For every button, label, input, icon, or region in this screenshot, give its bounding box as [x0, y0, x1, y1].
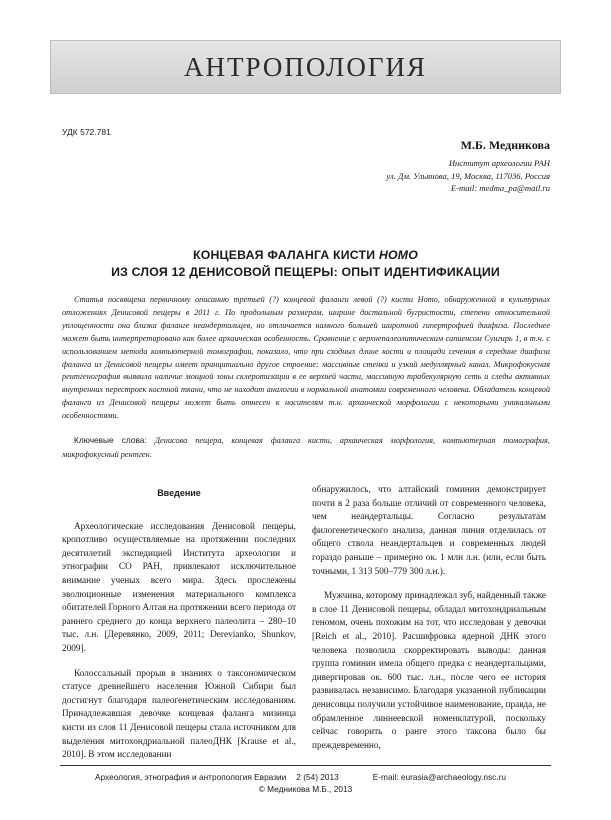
section-banner	[50, 40, 561, 94]
footer-copyright: © Медникова М.Б., 2013	[258, 784, 353, 794]
keywords	[62, 434, 550, 462]
section-heading-intro: Введение	[157, 488, 201, 498]
paragraph: Колоссальный прорыв в знаниях о таксономическом статусе древнейшего населения Южной Сибири был достигнут благодаря палеогенетическим исследованиям. Принадлежавшая девочке концевая фаланга мизинца кисти из слоя 11 Денисовой пещеры стала источником для выделения митохондриальной палеоДНК [Krause et al., 2010]. В этом исследовании	[62, 668, 296, 761]
title-line-1	[60, 247, 551, 264]
author-block	[250, 138, 550, 195]
footer-journal-name: Археология, этнография и антропология Евразии	[95, 772, 287, 782]
author-email[interactable]: E-mail: medma_pa@mail.ru	[450, 183, 550, 193]
paragraph: Археологические исследования Денисовой пещеры, кропотливо осуществляемые на протяжении последних десятилетий экспедицией Института археологии и этнографии СО РАН, привлекают исключительное внимание ученых всего мира. Здесь прослежены эволюционные изменения материального комплекса обитателей Горного Алтая на протяжении всего периода от раннего среднего до конца верхнего палеолита – 280–10 тыс. л.н. [Деревянко, 2009, 2011; Derevianko, Shunkov, 2009].	[62, 521, 296, 654]
column-right	[312, 484, 546, 753]
abstract: Статья посвящена первичному описанию третьей (?) концевой фаланги левой (?) кисти Homo, обнаруженной в культурных отложениях Денисовой пещеры в 2011 г. По продольным размерам, ширине дистальной бугристости, степени относительной уплощенности она близка фаланге неандертальцев, но отличается намного большей широтной гипертрофией диафиза. Последнее может быть интерпретировано как более архаическая особенность. Сравнение с верхнепалеолитическим сапиенсом Сунгирь 1, в т.ч. с использованием метода компьютерной томографии, показало, что при сходных длине кости и площади сечения в середине диафиза фаланга из Денисовой пещеры имеет принципиально другое строение: массивные стенки и узкий медуллярный канал. Микрофокусная рентгенография выявила наличие мощной зоны склеротизации в ее верхней части, массивную трабекулярную сеть и следы активных внутренних перестроек костной ткани, что не находит аналогии в нормальной анатомии современного человека. Обладатель концевой фаланги из Денисовой пещеры может быть отнесен к носителям т.н. архаической морфологии с некоторыми уникальными особенностями.	[62, 295, 550, 421]
udk-code: УДК 572.781	[62, 127, 111, 137]
keywords-label: Ключевые слова:	[74, 435, 155, 445]
article-title	[60, 247, 551, 281]
keywords-values: Денисова пещера, концевая фаланга кисти, архаическая морфология, компьютерная томография, микрофокусный рентген.	[62, 436, 550, 459]
paragraph: обнаружилось, что алтайский гоминин демонстрирует почти в 2 раза больше отличий от современного человека, чем неандертальцы. Согласно результатам филогенетического анализа, данная линия отделилась от общего ствола неандертальцев и современных людей гораздо раньше – примерно ок. 1 млн л.н. (или, если быть точными, 1 313 500–779 300 л.н.).	[312, 485, 546, 577]
section-title: АНТРОПОЛОГИЯ	[184, 51, 427, 82]
author-name: М.Б. Медникова	[460, 138, 550, 152]
column-left	[62, 484, 296, 763]
footer-issue: 2 (54) 2013	[296, 772, 339, 782]
title-homo: HOMO	[378, 248, 418, 262]
title-line-1-text: КОНЦЕВАЯ ФАЛАНГА КИСТИ	[193, 248, 379, 262]
author-institution: Институт археологии РАН	[448, 158, 550, 168]
title-line-2: ИЗ СЛОЯ 12 ДЕНИСОВОЙ ПЕЩЕРЫ: ОПЫТ ИДЕНТИФИКАЦИИ	[111, 265, 500, 279]
footer-journal-line	[60, 772, 551, 782]
footer-divider	[60, 765, 551, 766]
paragraph: Мужчина, которому принадлежал зуб, найденный также в слое 11 Денисовой пещеры, обладал митохондриальным геномом, очень похожим на тот, что исследован у девочки [Reich et al., 2010]. Расшифровка ядерной ДНК этого человека позволила скорректировать выводы: данная группа гоминин имела общего предка с неандертальцами, дивергировав ок. 600 тыс. л.н., после чего ее история развивалась независимо. Благодаря указанной публикации денисовцы получили устойчивое наименование, правда, не обрамленное линнеевской номенклатурой, поскольку сейчас говорить о ранге этого таксона было бы преждевременно,	[312, 591, 547, 751]
footer-journal-group	[60, 772, 339, 782]
footer-email[interactable]: E-mail: eurasia@archaeology.nsc.ru	[372, 772, 506, 782]
author-address: ул. Дм. Ульянова, 19, Москва, 117036, Россия	[386, 170, 550, 181]
